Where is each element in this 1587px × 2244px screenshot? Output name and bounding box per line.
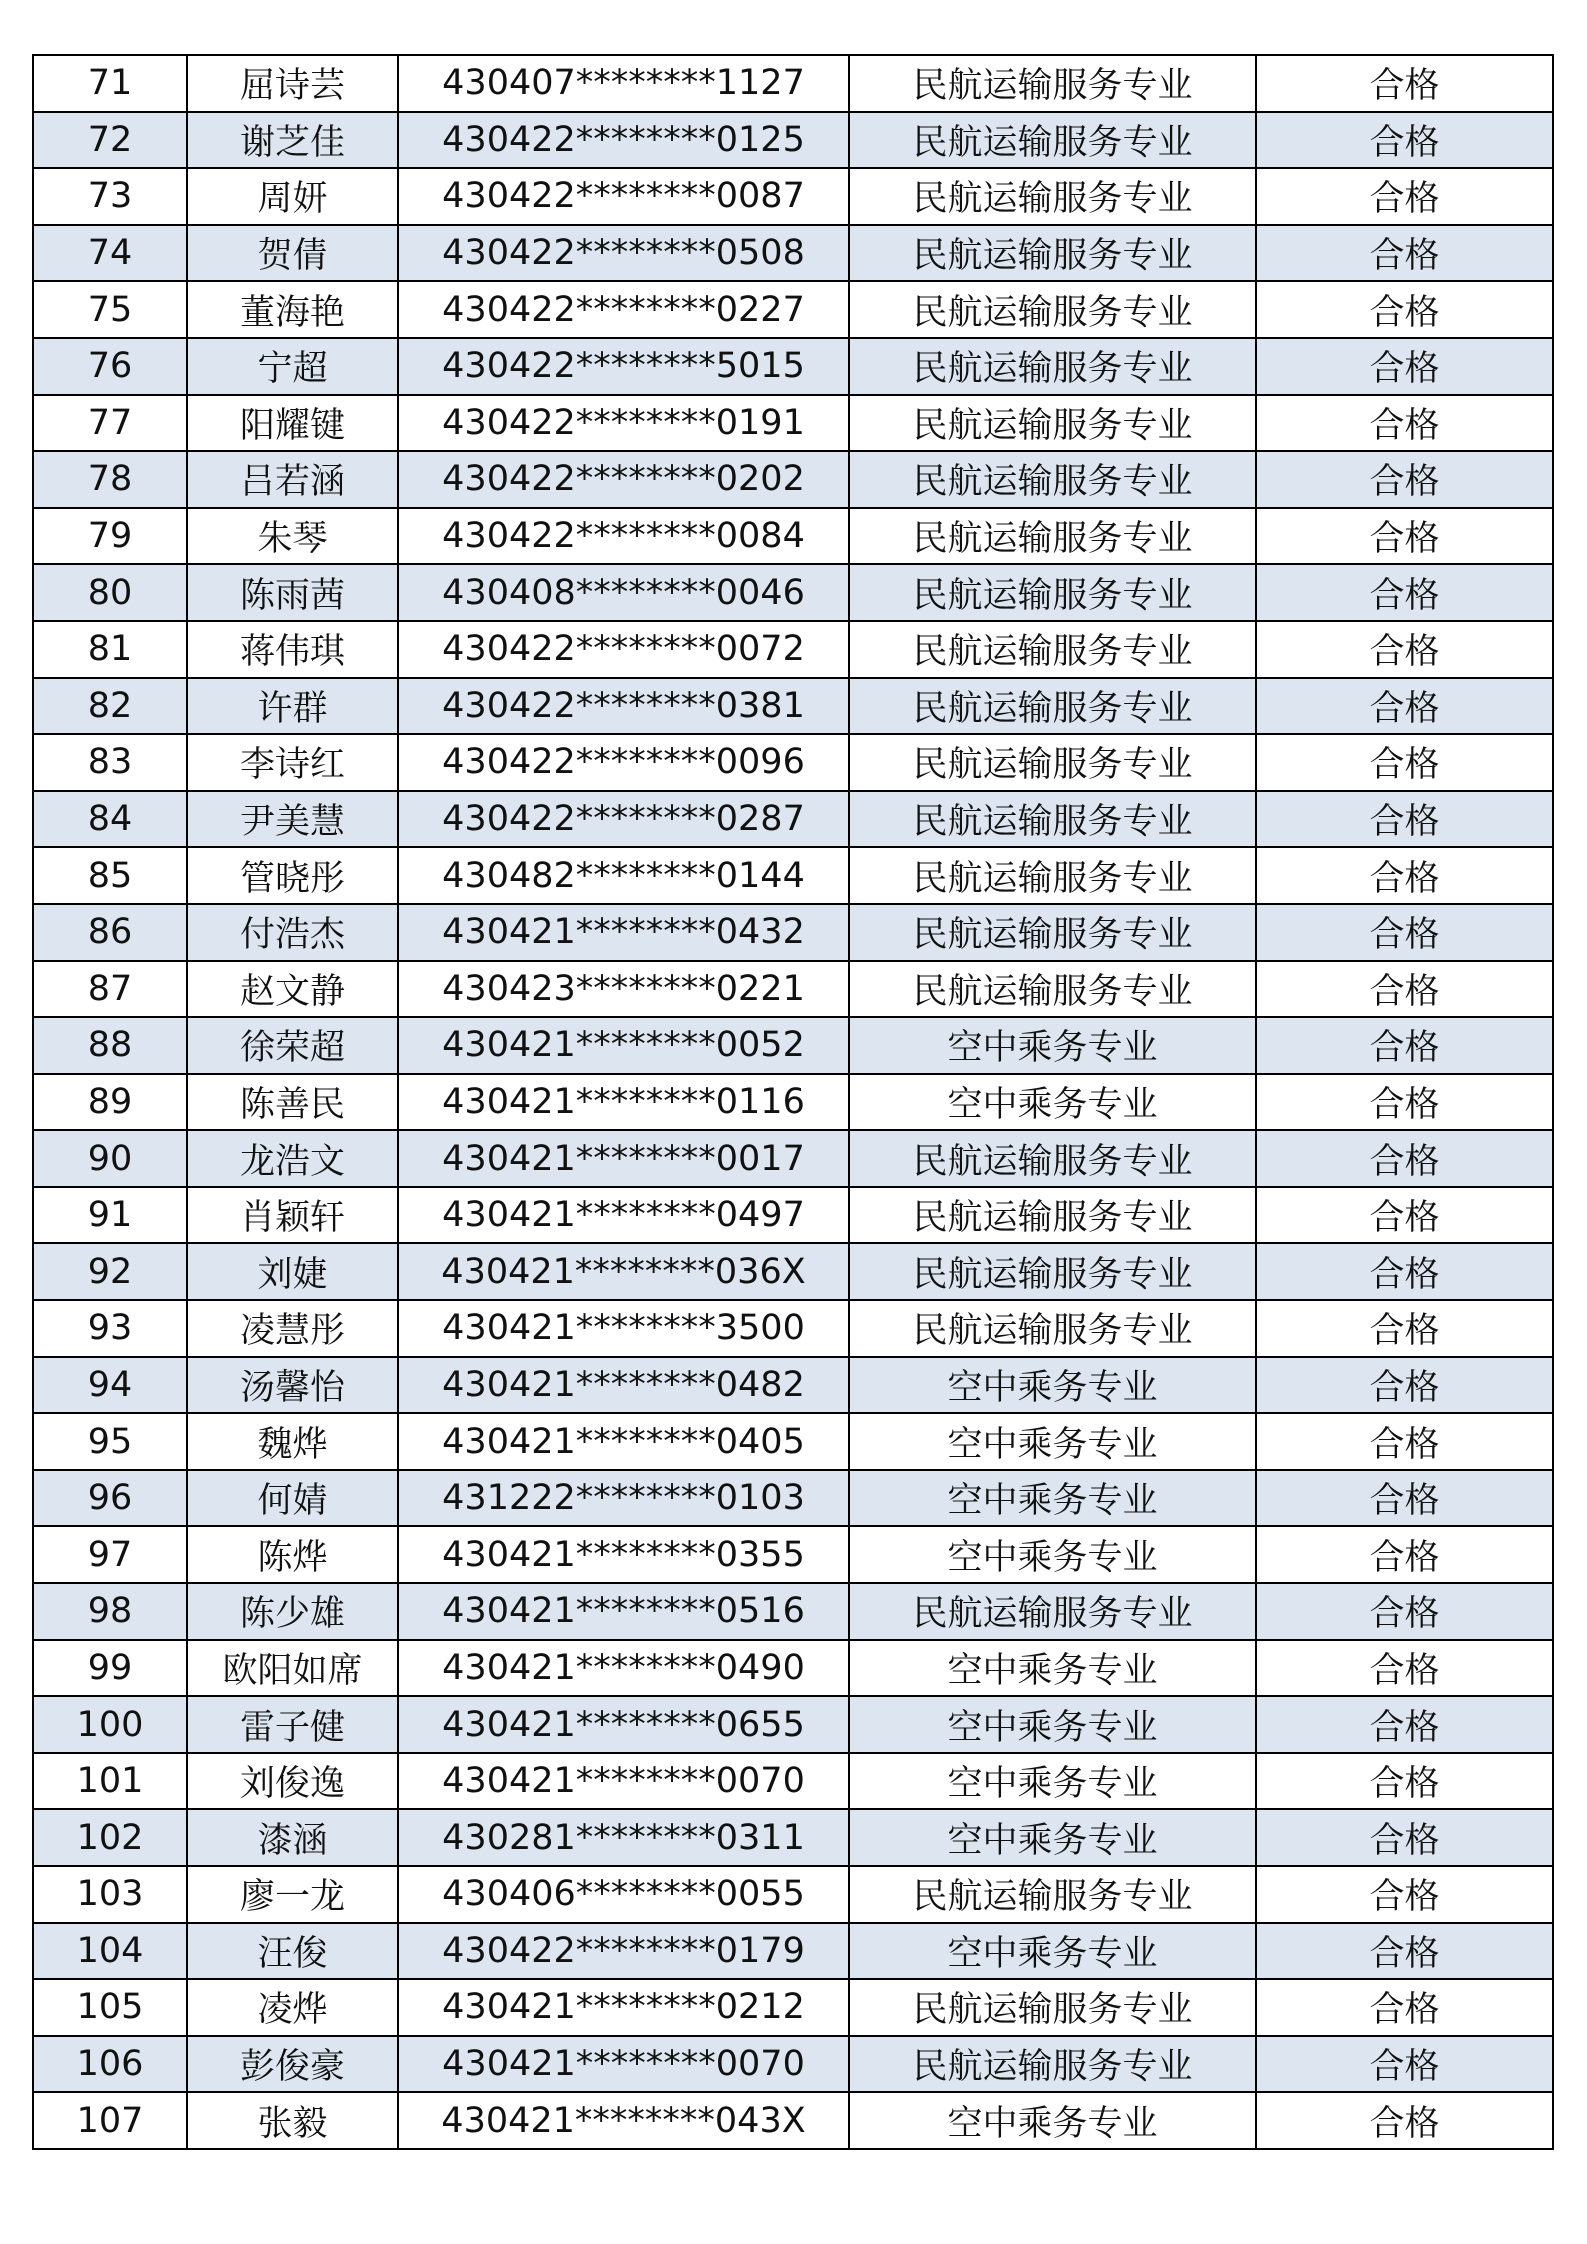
table-row [33, 1696, 1553, 1753]
table-row [33, 621, 1553, 678]
row-number-cell: 74 [33, 225, 187, 282]
major-cell: 空中乘务专业 [849, 1809, 1256, 1866]
results-table-body [33, 55, 1553, 2149]
table-row [33, 1753, 1553, 1810]
results-table [32, 54, 1554, 2150]
student-name-cell: 吕若涵 [187, 451, 398, 508]
row-number-cell: 80 [33, 564, 187, 621]
result-cell: 合格 [1256, 1300, 1553, 1357]
result-cell: 合格 [1256, 1470, 1553, 1527]
result-cell: 合格 [1256, 1640, 1553, 1697]
result-cell: 合格 [1256, 508, 1553, 565]
table-row [33, 508, 1553, 565]
id-number-cell: 430482********0144 [398, 847, 849, 904]
result-cell: 合格 [1256, 451, 1553, 508]
student-name-cell: 何婧 [187, 1470, 398, 1527]
row-number-cell: 81 [33, 621, 187, 678]
id-number-cell: 430421********0655 [398, 1696, 849, 1753]
student-name-cell: 廖一龙 [187, 1866, 398, 1923]
id-number-cell: 430421********0405 [398, 1413, 849, 1470]
result-cell: 合格 [1256, 961, 1553, 1018]
major-cell: 民航运输服务专业 [849, 791, 1256, 848]
row-number-cell: 83 [33, 734, 187, 791]
row-number-cell: 93 [33, 1300, 187, 1357]
row-number-cell: 85 [33, 847, 187, 904]
student-name-cell: 尹美慧 [187, 791, 398, 848]
result-cell: 合格 [1256, 168, 1553, 225]
result-cell: 合格 [1256, 112, 1553, 169]
row-number-cell: 95 [33, 1413, 187, 1470]
id-number-cell: 430422********0125 [398, 112, 849, 169]
row-number-cell: 104 [33, 1923, 187, 1980]
id-number-cell: 430423********0221 [398, 961, 849, 1018]
result-cell: 合格 [1256, 1526, 1553, 1583]
student-name-cell: 李诗红 [187, 734, 398, 791]
row-number-cell: 101 [33, 1753, 187, 1810]
result-cell: 合格 [1256, 1809, 1553, 1866]
table-row [33, 678, 1553, 735]
id-number-cell: 430407********1127 [398, 55, 849, 112]
row-number-cell: 106 [33, 2036, 187, 2093]
student-name-cell: 管晓彤 [187, 847, 398, 904]
id-number-cell: 430421********0017 [398, 1130, 849, 1187]
result-cell: 合格 [1256, 1979, 1553, 2036]
student-name-cell: 汪俊 [187, 1923, 398, 1980]
table-row [33, 1583, 1553, 1640]
table-row [33, 225, 1553, 282]
result-cell: 合格 [1256, 2092, 1553, 2149]
table-row [33, 168, 1553, 225]
row-number-cell: 90 [33, 1130, 187, 1187]
student-name-cell: 雷子健 [187, 1696, 398, 1753]
row-number-cell: 103 [33, 1866, 187, 1923]
student-name-cell: 贺倩 [187, 225, 398, 282]
student-name-cell: 漆涵 [187, 1809, 398, 1866]
student-name-cell: 刘俊逸 [187, 1753, 398, 1810]
student-name-cell: 魏烨 [187, 1413, 398, 1470]
table-row [33, 1470, 1553, 1527]
major-cell: 民航运输服务专业 [849, 1866, 1256, 1923]
major-cell: 民航运输服务专业 [849, 168, 1256, 225]
student-name-cell: 刘婕 [187, 1243, 398, 1300]
major-cell: 空中乘务专业 [849, 1017, 1256, 1074]
major-cell: 民航运输服务专业 [849, 395, 1256, 452]
table-row [33, 904, 1553, 961]
student-name-cell: 陈雨茜 [187, 564, 398, 621]
table-row [33, 1640, 1553, 1697]
student-name-cell: 汤馨怡 [187, 1357, 398, 1414]
id-number-cell: 430422********0287 [398, 791, 849, 848]
student-name-cell: 陈善民 [187, 1074, 398, 1131]
major-cell: 空中乘务专业 [849, 1357, 1256, 1414]
row-number-cell: 87 [33, 961, 187, 1018]
table-row [33, 1866, 1553, 1923]
major-cell: 民航运输服务专业 [849, 621, 1256, 678]
student-name-cell: 徐荣超 [187, 1017, 398, 1074]
student-name-cell: 董海艳 [187, 281, 398, 338]
major-cell: 民航运输服务专业 [849, 1979, 1256, 2036]
major-cell: 民航运输服务专业 [849, 847, 1256, 904]
table-row [33, 1526, 1553, 1583]
major-cell: 民航运输服务专业 [849, 734, 1256, 791]
id-number-cell: 430421********0490 [398, 1640, 849, 1697]
id-number-cell: 430421********036X [398, 1243, 849, 1300]
id-number-cell: 430422********0087 [398, 168, 849, 225]
major-cell: 空中乘务专业 [849, 1526, 1256, 1583]
student-name-cell: 凌慧彤 [187, 1300, 398, 1357]
student-name-cell: 朱琴 [187, 508, 398, 565]
major-cell: 民航运输服务专业 [849, 1243, 1256, 1300]
result-cell: 合格 [1256, 1583, 1553, 1640]
student-name-cell: 龙浩文 [187, 1130, 398, 1187]
table-row [33, 1357, 1553, 1414]
table-row [33, 2092, 1553, 2149]
major-cell: 民航运输服务专业 [849, 281, 1256, 338]
result-cell: 合格 [1256, 1866, 1553, 1923]
major-cell: 空中乘务专业 [849, 2092, 1256, 2149]
table-row [33, 734, 1553, 791]
table-row [33, 1074, 1553, 1131]
major-cell: 民航运输服务专业 [849, 508, 1256, 565]
student-name-cell: 付浩杰 [187, 904, 398, 961]
id-number-cell: 430421********0432 [398, 904, 849, 961]
id-number-cell: 430421********0497 [398, 1187, 849, 1244]
row-number-cell: 92 [33, 1243, 187, 1300]
id-number-cell: 430421********0070 [398, 2036, 849, 2093]
row-number-cell: 97 [33, 1526, 187, 1583]
student-name-cell: 肖颖轩 [187, 1187, 398, 1244]
major-cell: 民航运输服务专业 [849, 1300, 1256, 1357]
table-row [33, 1923, 1553, 1980]
table-row [33, 1300, 1553, 1357]
table-row [33, 395, 1553, 452]
major-cell: 民航运输服务专业 [849, 1187, 1256, 1244]
major-cell: 空中乘务专业 [849, 1470, 1256, 1527]
id-number-cell: 431222********0103 [398, 1470, 849, 1527]
result-cell: 合格 [1256, 678, 1553, 735]
student-name-cell: 彭俊豪 [187, 2036, 398, 2093]
row-number-cell: 94 [33, 1357, 187, 1414]
major-cell: 民航运输服务专业 [849, 1583, 1256, 1640]
student-name-cell: 宁超 [187, 338, 398, 395]
student-name-cell: 许群 [187, 678, 398, 735]
table-row [33, 961, 1553, 1018]
id-number-cell: 430422********0072 [398, 621, 849, 678]
result-cell: 合格 [1256, 1187, 1553, 1244]
table-row [33, 847, 1553, 904]
result-cell: 合格 [1256, 55, 1553, 112]
row-number-cell: 105 [33, 1979, 187, 2036]
result-cell: 合格 [1256, 1753, 1553, 1810]
result-cell: 合格 [1256, 281, 1553, 338]
row-number-cell: 102 [33, 1809, 187, 1866]
id-number-cell: 430421********0482 [398, 1357, 849, 1414]
student-name-cell: 陈烨 [187, 1526, 398, 1583]
id-number-cell: 430421********0052 [398, 1017, 849, 1074]
id-number-cell: 430422********5015 [398, 338, 849, 395]
id-number-cell: 430421********0355 [398, 1526, 849, 1583]
major-cell: 空中乘务专业 [849, 1753, 1256, 1810]
id-number-cell: 430421********043X [398, 2092, 849, 2149]
result-cell: 合格 [1256, 395, 1553, 452]
table-row [33, 1243, 1553, 1300]
table-row [33, 1413, 1553, 1470]
result-cell: 合格 [1256, 734, 1553, 791]
major-cell: 空中乘务专业 [849, 1074, 1256, 1131]
row-number-cell: 89 [33, 1074, 187, 1131]
row-number-cell: 91 [33, 1187, 187, 1244]
result-cell: 合格 [1256, 1696, 1553, 1753]
id-number-cell: 430421********0116 [398, 1074, 849, 1131]
table-row [33, 1187, 1553, 1244]
result-cell: 合格 [1256, 564, 1553, 621]
table-row [33, 1130, 1553, 1187]
id-number-cell: 430422********0227 [398, 281, 849, 338]
result-cell: 合格 [1256, 338, 1553, 395]
id-number-cell: 430281********0311 [398, 1809, 849, 1866]
id-number-cell: 430422********0508 [398, 225, 849, 282]
id-number-cell: 430422********0179 [398, 1923, 849, 1980]
major-cell: 民航运输服务专业 [849, 961, 1256, 1018]
row-number-cell: 99 [33, 1640, 187, 1697]
row-number-cell: 73 [33, 168, 187, 225]
row-number-cell: 107 [33, 2092, 187, 2149]
result-cell: 合格 [1256, 225, 1553, 282]
id-number-cell: 430406********0055 [398, 1866, 849, 1923]
major-cell: 民航运输服务专业 [849, 2036, 1256, 2093]
row-number-cell: 96 [33, 1470, 187, 1527]
major-cell: 空中乘务专业 [849, 1413, 1256, 1470]
id-number-cell: 430422********0084 [398, 508, 849, 565]
result-cell: 合格 [1256, 1074, 1553, 1131]
table-row [33, 2036, 1553, 2093]
id-number-cell: 430422********0096 [398, 734, 849, 791]
table-row [33, 1809, 1553, 1866]
student-name-cell: 赵文静 [187, 961, 398, 1018]
student-name-cell: 张毅 [187, 2092, 398, 2149]
result-cell: 合格 [1256, 1923, 1553, 1980]
row-number-cell: 76 [33, 338, 187, 395]
major-cell: 空中乘务专业 [849, 1923, 1256, 1980]
student-name-cell: 欧阳如席 [187, 1640, 398, 1697]
student-name-cell: 阳耀键 [187, 395, 398, 452]
result-cell: 合格 [1256, 791, 1553, 848]
student-name-cell: 谢芝佳 [187, 112, 398, 169]
row-number-cell: 78 [33, 451, 187, 508]
id-number-cell: 430422********0202 [398, 451, 849, 508]
major-cell: 民航运输服务专业 [849, 338, 1256, 395]
row-number-cell: 75 [33, 281, 187, 338]
major-cell: 民航运输服务专业 [849, 904, 1256, 961]
result-cell: 合格 [1256, 904, 1553, 961]
major-cell: 民航运输服务专业 [849, 225, 1256, 282]
student-name-cell: 周妍 [187, 168, 398, 225]
row-number-cell: 88 [33, 1017, 187, 1074]
table-row [33, 1979, 1553, 2036]
student-name-cell: 蒋伟琪 [187, 621, 398, 678]
result-cell: 合格 [1256, 1130, 1553, 1187]
row-number-cell: 77 [33, 395, 187, 452]
result-cell: 合格 [1256, 621, 1553, 678]
table-row [33, 55, 1553, 112]
row-number-cell: 86 [33, 904, 187, 961]
row-number-cell: 72 [33, 112, 187, 169]
result-cell: 合格 [1256, 2036, 1553, 2093]
major-cell: 民航运输服务专业 [849, 55, 1256, 112]
major-cell: 民航运输服务专业 [849, 112, 1256, 169]
table-row [33, 451, 1553, 508]
row-number-cell: 100 [33, 1696, 187, 1753]
id-number-cell: 430421********3500 [398, 1300, 849, 1357]
row-number-cell: 71 [33, 55, 187, 112]
table-row [33, 338, 1553, 395]
major-cell: 空中乘务专业 [849, 1696, 1256, 1753]
row-number-cell: 79 [33, 508, 187, 565]
result-cell: 合格 [1256, 1413, 1553, 1470]
table-row [33, 1017, 1553, 1074]
id-number-cell: 430408********0046 [398, 564, 849, 621]
result-cell: 合格 [1256, 1017, 1553, 1074]
major-cell: 民航运输服务专业 [849, 564, 1256, 621]
id-number-cell: 430421********0212 [398, 1979, 849, 2036]
id-number-cell: 430422********0381 [398, 678, 849, 735]
row-number-cell: 84 [33, 791, 187, 848]
table-row [33, 564, 1553, 621]
row-number-cell: 82 [33, 678, 187, 735]
table-row [33, 112, 1553, 169]
result-cell: 合格 [1256, 1357, 1553, 1414]
id-number-cell: 430421********0070 [398, 1753, 849, 1810]
table-row [33, 281, 1553, 338]
student-name-cell: 屈诗芸 [187, 55, 398, 112]
result-cell: 合格 [1256, 847, 1553, 904]
student-name-cell: 凌烨 [187, 1979, 398, 2036]
result-cell: 合格 [1256, 1243, 1553, 1300]
major-cell: 空中乘务专业 [849, 1640, 1256, 1697]
table-row [33, 791, 1553, 848]
id-number-cell: 430422********0191 [398, 395, 849, 452]
major-cell: 民航运输服务专业 [849, 451, 1256, 508]
id-number-cell: 430421********0516 [398, 1583, 849, 1640]
major-cell: 民航运输服务专业 [849, 678, 1256, 735]
student-name-cell: 陈少雄 [187, 1583, 398, 1640]
major-cell: 民航运输服务专业 [849, 1130, 1256, 1187]
row-number-cell: 98 [33, 1583, 187, 1640]
